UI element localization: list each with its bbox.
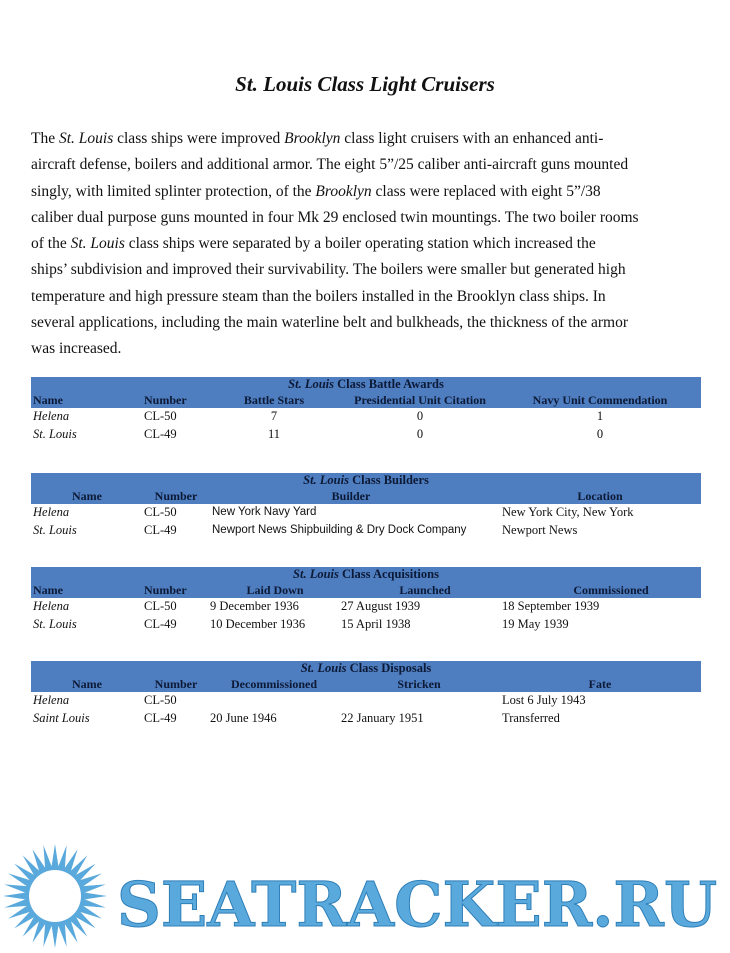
cell-number: CL-49	[144, 711, 177, 725]
cell-builder: New York Navy Yard	[212, 506, 317, 518]
cell-name: St. Louis	[33, 427, 77, 441]
column-header: Name	[33, 393, 63, 407]
table-header-row	[31, 488, 701, 504]
builders-table	[31, 473, 701, 540]
cell-name: Helena	[33, 409, 70, 423]
table-header-row	[31, 392, 701, 408]
paragraph-line: several applications, including the main waterline belt and bulkheads, the thickness of the armor	[31, 314, 628, 332]
table-row	[31, 408, 701, 426]
table-row	[31, 692, 701, 710]
sun-core	[29, 870, 81, 922]
cell-laid-down: 10 December 1936	[210, 617, 306, 631]
table-caption: St. Louis Class Battle Awards	[31, 377, 701, 392]
paragraph-line: singly, with limited splinter protection, of the Brooklyn class were replaced with eight 5”/38	[31, 182, 601, 200]
column-header: Laid Down	[246, 583, 304, 597]
column-header: Stricken	[397, 677, 441, 691]
column-header: Presidential Unit Citation	[354, 393, 486, 407]
column-header: Number	[154, 677, 198, 691]
battle-awards-table	[31, 377, 701, 444]
column-header: Launched	[399, 583, 451, 597]
intro-paragraph	[31, 126, 703, 363]
cell-name: St. Louis	[33, 617, 77, 631]
table-row	[31, 598, 701, 616]
table-row	[31, 426, 701, 444]
cell-location: Newport News	[502, 523, 578, 537]
cell-launched: 15 April 1938	[341, 617, 411, 631]
paragraph-line: The St. Louis class ships were improved Brooklyn class light cruisers with an enhanced anti-	[31, 130, 604, 147]
table-header-row	[31, 582, 701, 598]
column-header: Commissioned	[573, 583, 649, 597]
cell-number: CL-50	[144, 409, 177, 423]
watermark-text: SEATRACKER.RU	[117, 868, 717, 941]
cell-number: CL-49	[144, 523, 177, 537]
cell-number: CL-50	[144, 505, 177, 519]
column-header: Builder	[331, 489, 371, 503]
acquisitions-table	[31, 567, 701, 634]
page-title: St. Louis Class Light Cruisers	[235, 72, 495, 96]
cell-name: Helena	[33, 505, 70, 519]
disposals-table	[31, 661, 701, 728]
cell-puc: 0	[416, 409, 424, 423]
cell-battle-stars: 11	[267, 427, 281, 441]
cell-stricken: 22 January 1951	[341, 711, 424, 725]
column-header: Name	[33, 583, 63, 597]
cell-number: CL-49	[144, 617, 177, 631]
cell-name: St. Louis	[33, 523, 77, 537]
column-header: Fate	[588, 677, 612, 691]
paragraph-line: was increased.	[31, 340, 122, 358]
column-header: Battle Stars	[243, 393, 305, 407]
paragraph-line: caliber dual purpose guns mounted in four Mk 29 enclosed twin mountings. The two boiler rooms	[31, 208, 639, 226]
column-header: Name	[72, 677, 102, 691]
cell-decommissioned: 20 June 1946	[210, 711, 277, 725]
italic-ship-name: St. Louis	[70, 235, 125, 253]
italic-ship-name: Brooklyn	[315, 182, 372, 200]
cell-builder: Newport News Shipbuilding & Dry Dock Company	[212, 524, 467, 536]
table-row	[31, 504, 701, 522]
cell-nuc: 1	[596, 409, 604, 423]
seatracker-watermark	[0, 838, 730, 948]
sun-burst-icon	[0, 838, 730, 948]
cell-number: CL-50	[144, 599, 177, 613]
cell-name: Helena	[33, 599, 70, 613]
column-header: Name	[72, 489, 102, 503]
column-header: Navy Unit Commendation	[532, 393, 668, 407]
cell-launched: 27 August 1939	[341, 599, 421, 613]
column-header: Location	[577, 489, 623, 503]
table-row	[31, 522, 701, 540]
paragraph-line: aircraft defense, boilers and additional armor. The eight 5”/25 caliber anti-aircraft guns mounted	[31, 156, 629, 174]
table-row	[31, 616, 701, 634]
table-header-row	[31, 676, 701, 692]
cell-number: CL-50	[144, 693, 177, 707]
italic-ship-name: Brooklyn	[284, 130, 341, 147]
table-row	[31, 710, 701, 728]
cell-fate: Transferred	[502, 711, 560, 725]
table-caption: St. Louis Class Builders	[31, 473, 701, 488]
cell-name: Saint Louis	[33, 711, 90, 725]
cell-name: Helena	[33, 693, 70, 707]
column-header: Number	[144, 583, 187, 597]
column-header: Decommissioned	[231, 677, 317, 691]
column-header: Number	[154, 489, 198, 503]
cell-commissioned: 19 May 1939	[502, 617, 569, 631]
cell-number: CL-49	[144, 427, 177, 441]
cell-location: New York City, New York	[502, 505, 634, 519]
cell-puc: 0	[416, 427, 424, 441]
cell-fate: Lost 6 July 1943	[502, 693, 586, 707]
cell-nuc: 0	[596, 427, 604, 441]
paragraph-line: temperature and high pressure steam than the boilers installed in the Brooklyn class ships. In	[31, 287, 606, 305]
cell-battle-stars: 7	[270, 409, 278, 423]
italic-ship-name: St. Louis	[58, 130, 114, 147]
paragraph-line: of the St. Louis class ships were separated by a boiler operating station which increased the	[31, 235, 596, 253]
table-caption: St. Louis Class Acquisitions	[31, 567, 701, 582]
column-header: Number	[144, 393, 187, 407]
cell-laid-down: 9 December 1936	[210, 599, 299, 613]
paragraph-line: ships’ subdivision and improved their survivability. The boilers were smaller but generated high	[31, 261, 626, 279]
cell-commissioned: 18 September 1939	[502, 599, 600, 613]
table-caption: St. Louis Class Disposals	[31, 661, 701, 676]
